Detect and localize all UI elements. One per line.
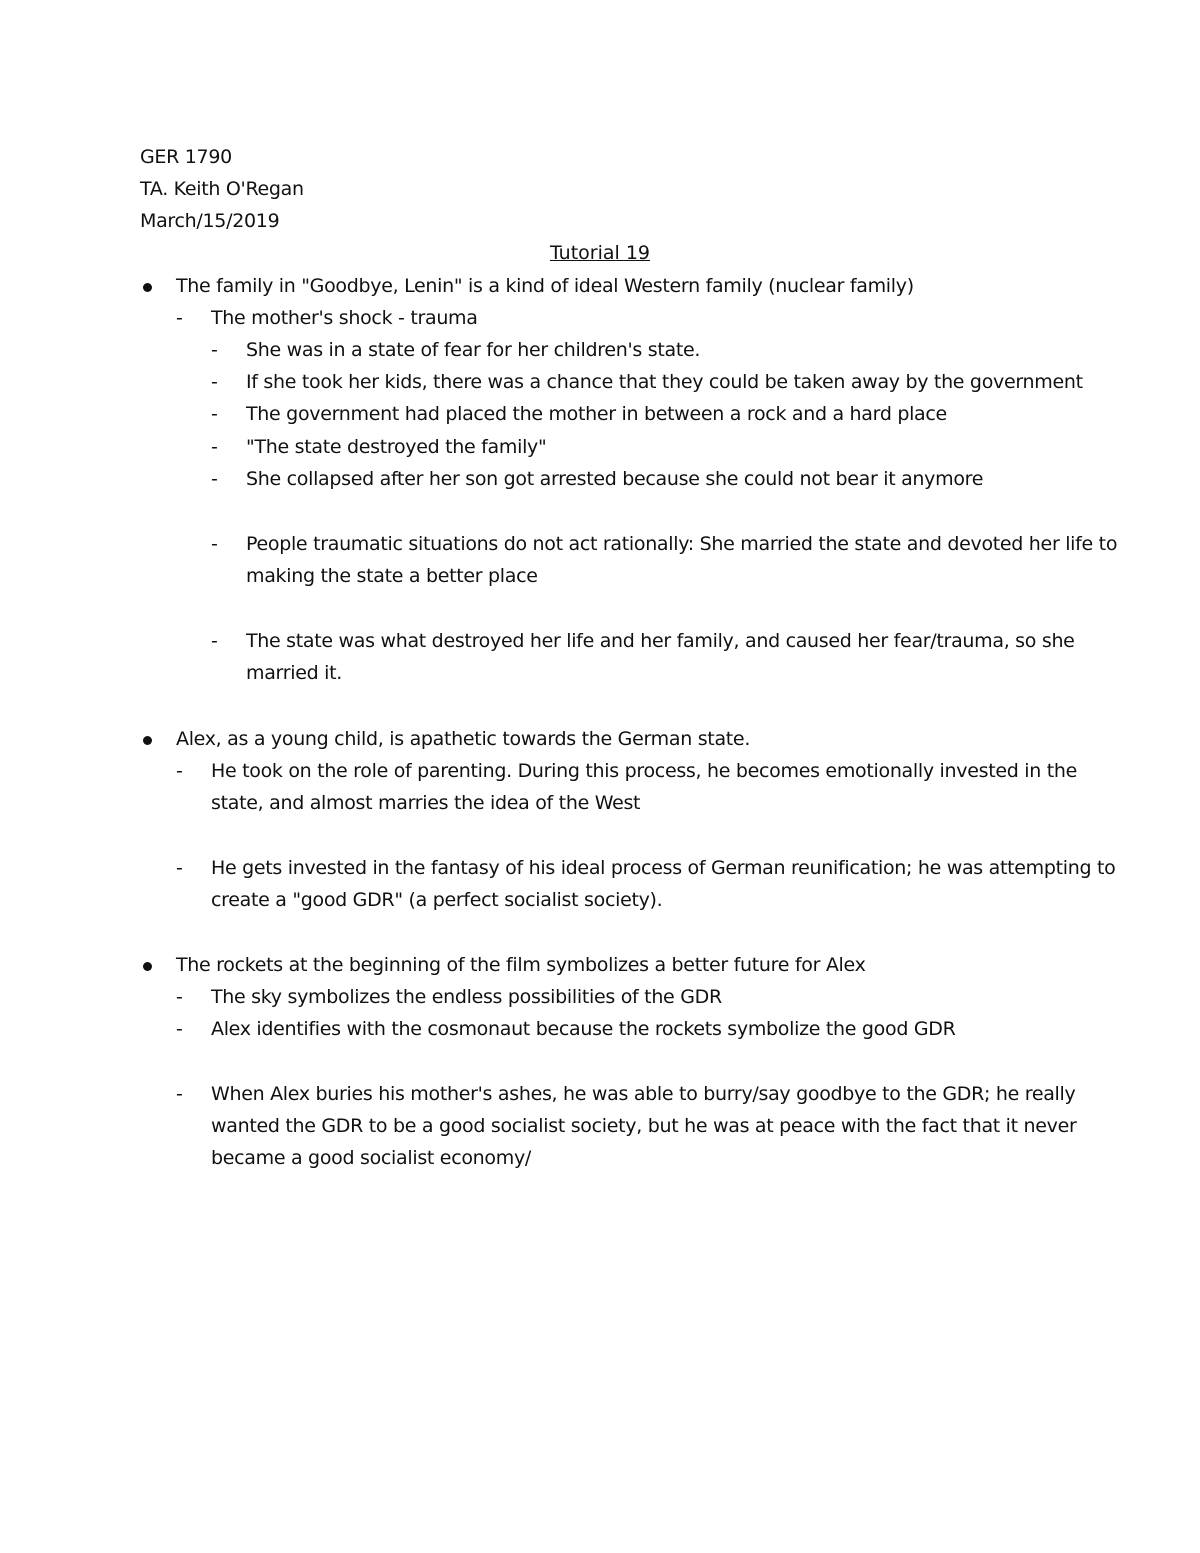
- bullet-text: Alex, as a young child, is apathetic towards the German state.: [176, 728, 751, 750]
- dash-marker: -: [176, 307, 183, 329]
- dash-marker: -: [211, 436, 218, 458]
- sub-item-text: When Alex buries his mother's ashes, he was able to burry/say goodbye to the GDR; he really: [211, 1083, 1076, 1105]
- ta-name: TA. Keith O'Regan: [140, 178, 304, 200]
- bullet-text: The family in "Goodbye, Lenin" is a kind of ideal Western family (nuclear family): [176, 275, 914, 297]
- sub-item-text: Alex identifies with the cosmonaut because the rockets symbolize the good GDR: [211, 1018, 956, 1040]
- sub-sub-item-text: The state was what destroyed her life and her family, and caused her fear/trauma, so she: [246, 630, 1075, 652]
- sub-sub-item-text: She was in a state of fear for her children's state.: [246, 339, 701, 361]
- dash-marker: -: [211, 468, 218, 490]
- dash-marker: -: [176, 857, 183, 879]
- course-code: GER 1790: [140, 146, 232, 168]
- date: March/15/2019: [140, 210, 280, 232]
- bullet-dot: [143, 283, 152, 292]
- sub-item-text: The mother's shock - trauma: [211, 307, 478, 329]
- sub-sub-item-text: She collapsed after her son got arrested because she could not bear it anymore: [246, 468, 984, 490]
- dash-marker: -: [176, 1083, 183, 1105]
- sub-item-text: The sky symbolizes the endless possibilities of the GDR: [211, 986, 722, 1008]
- dash-marker: -: [176, 986, 183, 1008]
- sub-sub-item-text-cont: making the state a better place: [246, 565, 538, 587]
- dash-marker: -: [176, 1018, 183, 1040]
- dash-marker: -: [211, 533, 218, 555]
- sub-item-text-cont: became a good socialist economy/: [211, 1147, 531, 1169]
- bullet-dot: [143, 736, 152, 745]
- sub-sub-item-text-cont: married it.: [246, 662, 342, 684]
- bullet-text: The rockets at the beginning of the film symbolizes a better future for Alex: [176, 954, 866, 976]
- dash-marker: -: [211, 630, 218, 652]
- dash-marker: -: [211, 371, 218, 393]
- dash-marker: -: [211, 339, 218, 361]
- sub-item-text-cont: create a "good GDR" (a perfect socialist society).: [211, 889, 663, 911]
- sub-item-text-cont: wanted the GDR to be a good socialist society, but he was at peace with the fact that it never: [211, 1115, 1077, 1137]
- page-title: Tutorial 19: [549, 242, 651, 264]
- bullet-dot: [143, 962, 152, 971]
- sub-item-text-cont: state, and almost marries the idea of the West: [211, 792, 641, 814]
- sub-sub-item-text: The government had placed the mother in between a rock and a hard place: [246, 403, 947, 425]
- dash-marker: -: [176, 760, 183, 782]
- sub-item-text: He gets invested in the fantasy of his ideal process of German reunification; he was attempting to: [211, 857, 1116, 879]
- sub-sub-item-text: "The state destroyed the family": [246, 436, 547, 458]
- sub-sub-item-text: People traumatic situations do not act rationally: She married the state and devoted her life to: [246, 533, 1118, 555]
- sub-sub-item-text: If she took her kids, there was a chance that they could be taken away by the government: [246, 371, 1083, 393]
- sub-item-text: He took on the role of parenting. During this process, he becomes emotionally invested in the: [211, 760, 1077, 782]
- dash-marker: -: [211, 403, 218, 425]
